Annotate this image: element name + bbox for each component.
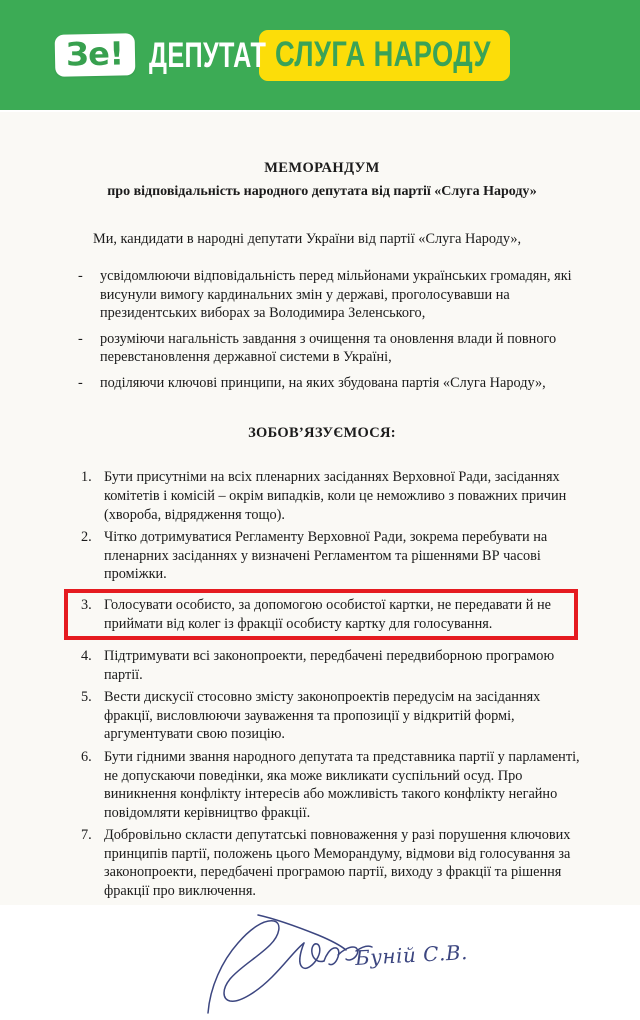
dash-marker: - (78, 268, 83, 284)
pledge-item-4 (64, 647, 580, 684)
preamble-item-text: поділяючи ключові принципи, на яких збудована партія «Слуга Народу», (100, 374, 546, 391)
pledge-heading: ЗОБОВ’ЯЗУЄМОСЯ: (248, 425, 396, 442)
document-body (64, 112, 580, 1020)
ze-logo-badge (55, 33, 135, 77)
preamble-item (64, 374, 580, 393)
signed-name-text: Буній С.В. (354, 939, 469, 970)
pledge-item-text: Вести дискусії стосовно змісту законопроектів передусім на засіданнях фракції, висловлюючи зауваження та пропозиції у відкритій формі, аргументувати свою позицію. (104, 689, 541, 743)
document-subtitle: про відповідальність народного депутата від партії «Слуга Народу» (107, 184, 537, 199)
dash-marker: - (78, 330, 83, 347)
party-name-badge (259, 30, 510, 81)
document-title: МЕМОРАНДУМ (264, 160, 380, 176)
party-name-text: СЛУГА НАРОДУ (275, 34, 492, 74)
ze-logo-text: Зе! (65, 34, 124, 74)
pledge-item-text: Бути присутніми на всіх пленарних засіданнях Верховної Ради, засіданнях комітетів і комісій – окрім випадків, коли це неможливо з поважних причин (хвороба, відрядження тощо). (104, 469, 567, 523)
pledge-item-2 (64, 528, 580, 584)
dash-marker: - (78, 374, 83, 391)
document-intro-paragraph: Ми, кандидати в народні депутати України від партії «Слуга Народу», (93, 231, 522, 247)
pledge-item-text: Чітко дотримуватися Регламенту Верховної Ради, зокрема перебувати на пленарних засіданнях у визначені Регламентом та рішеннями ВР часові проміжки. (104, 529, 548, 583)
preamble-list (64, 267, 580, 392)
preamble-item-text: розуміючи нагальність завдання з очищення та оновлення влади й повного перевстановлення державної системи в Україні, (100, 330, 557, 366)
banner-deputat-word: ДЕПУТАТ (148, 35, 266, 75)
preamble-item (64, 330, 580, 367)
pledge-item-text: Добровільно скласти депутатські повноваження у разі порушення ключових принципів партії, положень цього Меморандуму, відмови від голосування за законопроекти, передбачені програмою партії, виходу з фракції та рішення фракції про виключення. (104, 827, 571, 900)
pledge-item-7 (64, 826, 580, 900)
preamble-item-text: усвідомлюючи відповідальність перед мільйонами українських громадян, які висунули вимогу кардинальних змін у державі, проголосувавши на президентських виборах за Володимира Зеленського, (100, 268, 572, 322)
pledge-item-1 (64, 468, 580, 524)
pledge-item-5 (64, 688, 580, 744)
document-sheet (0, 112, 640, 970)
pledge-item-text: Підтримувати всі законопроекти, передбачені передвиборною програмою партії. (104, 648, 555, 683)
pledge-item-6 (64, 748, 580, 822)
pledge-item-text: Голосувати особисто, за допомогою особистої картки, не передавати й не приймати від колег із фракції особисту картку для голосування. (104, 596, 551, 632)
banner-logo-group (55, 27, 510, 83)
pledge-item-3-highlighted (64, 589, 578, 640)
preamble-item (64, 267, 580, 323)
signature-area (64, 915, 580, 1020)
party-banner (0, 0, 640, 110)
pledge-list (64, 468, 580, 900)
pledge-item-text: Бути гідними звання народного депутата та представника партії у парламенті, не допускаючи поведінки, яка може викликати суспільний осуд. Про виникнення конфлікту інтересів або можливість такого конфлікту негайно повідомляти керівництво фракції. (104, 748, 580, 821)
